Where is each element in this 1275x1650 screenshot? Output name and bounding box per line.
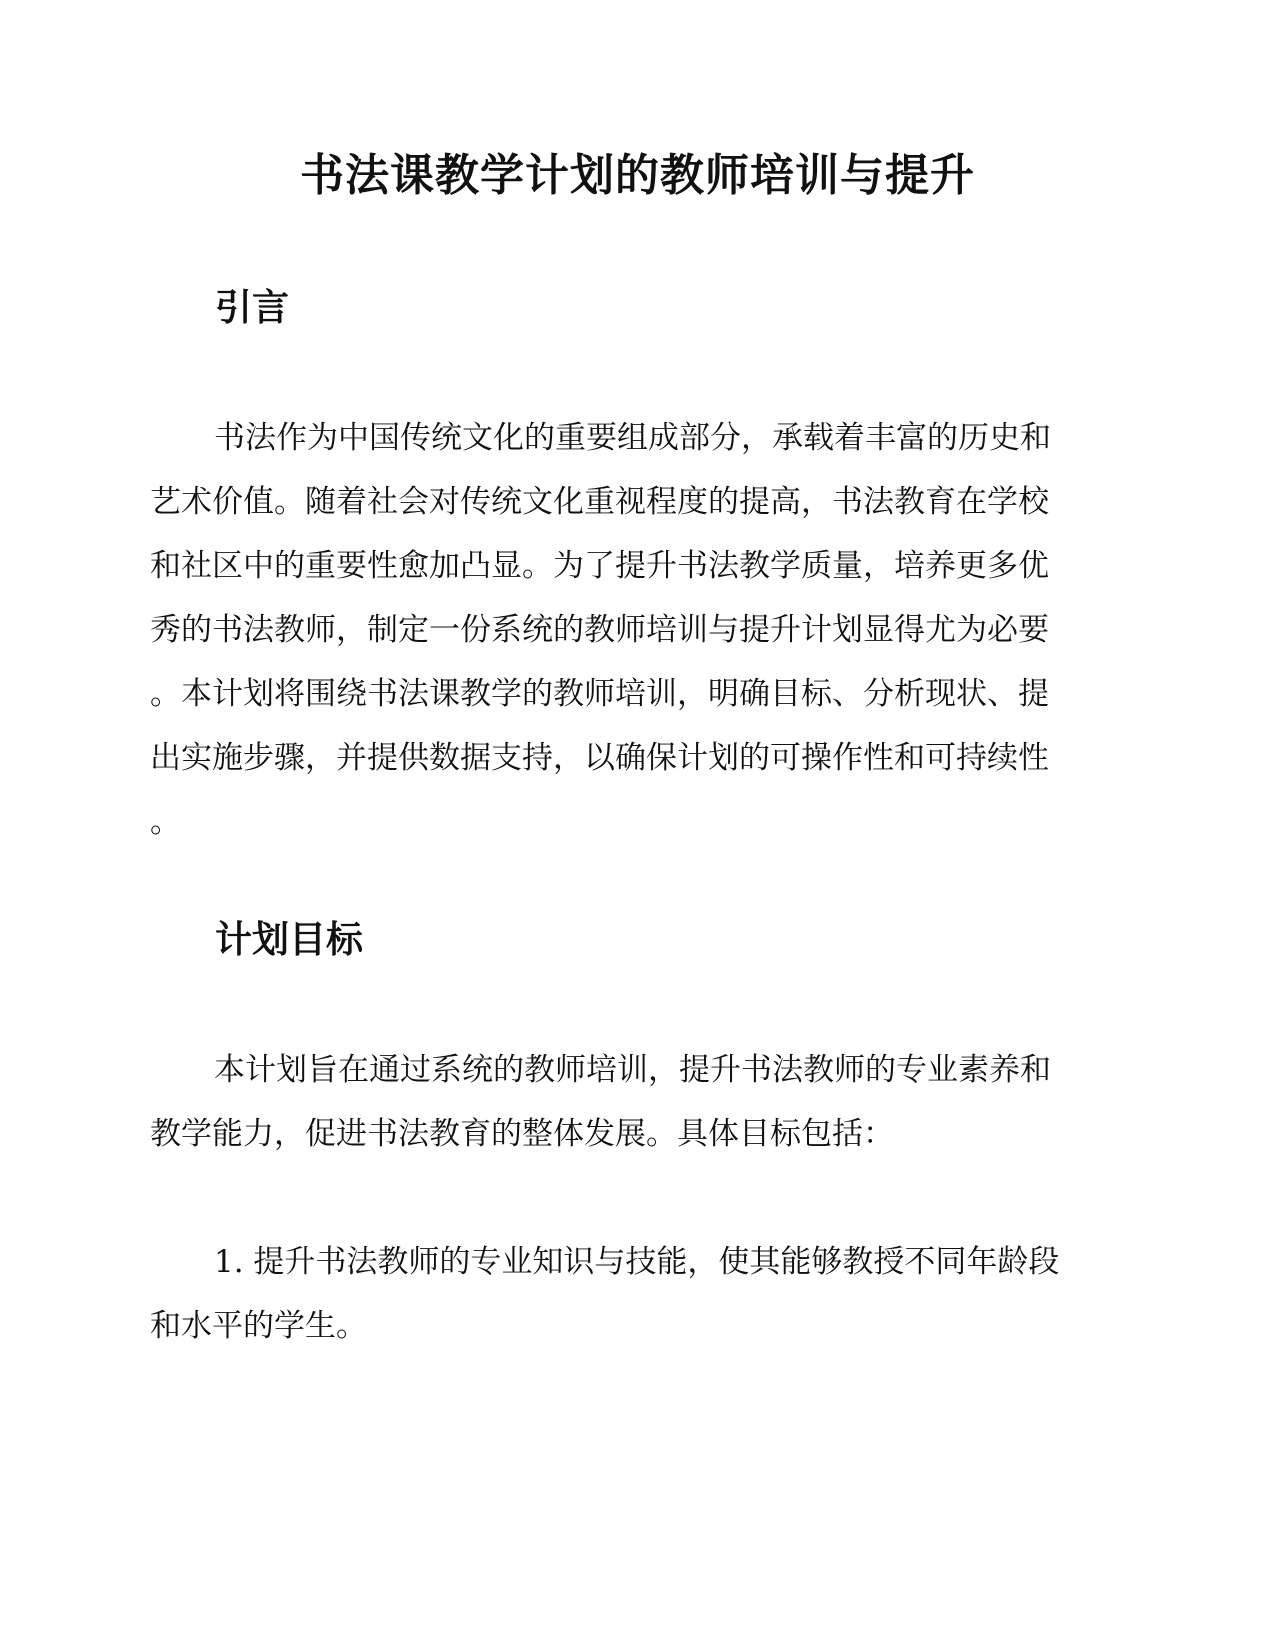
paragraph-line: 艺术价值。随着社会对传统文化重视程度的提高，书法教育在学校 (150, 484, 1049, 520)
paragraph-line: 书法作为中国传统文化的重要组成部分，承载着丰富的历史和 (214, 420, 1051, 456)
introduction-paragraph (150, 406, 1110, 854)
paragraph-line: 本计划旨在通过系统的教师培训，提升书法教师的专业素养和 (214, 1052, 1051, 1088)
goal-list-item-1 (150, 1230, 1110, 1358)
list-item-line: 和水平的学生。 (150, 1308, 367, 1344)
paragraph-line: 。 (150, 804, 181, 840)
paragraph-line: 出实施步骤，并提供数据支持，以确保计划的可操作性和可持续性 (150, 740, 1049, 776)
section-heading-introduction: 引言 (215, 286, 289, 329)
paragraph-line: 教学能力，促进书法教育的整体发展。具体目标包括： (150, 1116, 894, 1152)
section-heading-plan-goals: 计划目标 (215, 918, 363, 961)
plan-goals-paragraph (150, 1038, 1110, 1166)
list-item-line: 1. 提升书法教师的专业知识与技能，使其能够教授不同年龄段 (214, 1244, 1060, 1280)
paragraph-line: 。本计划将围绕书法课教学的教师培训，明确目标、分析现状、提 (150, 676, 1049, 712)
paragraph-line: 和社区中的重要性愈加凸显。为了提升书法教学质量，培养更多优 (150, 548, 1049, 584)
document-title: 书法课教学计划的教师培训与提升 (300, 150, 975, 201)
paragraph-line: 秀的书法教师，制定一份系统的教师培训与提升计划显得尤为必要 (150, 612, 1049, 648)
